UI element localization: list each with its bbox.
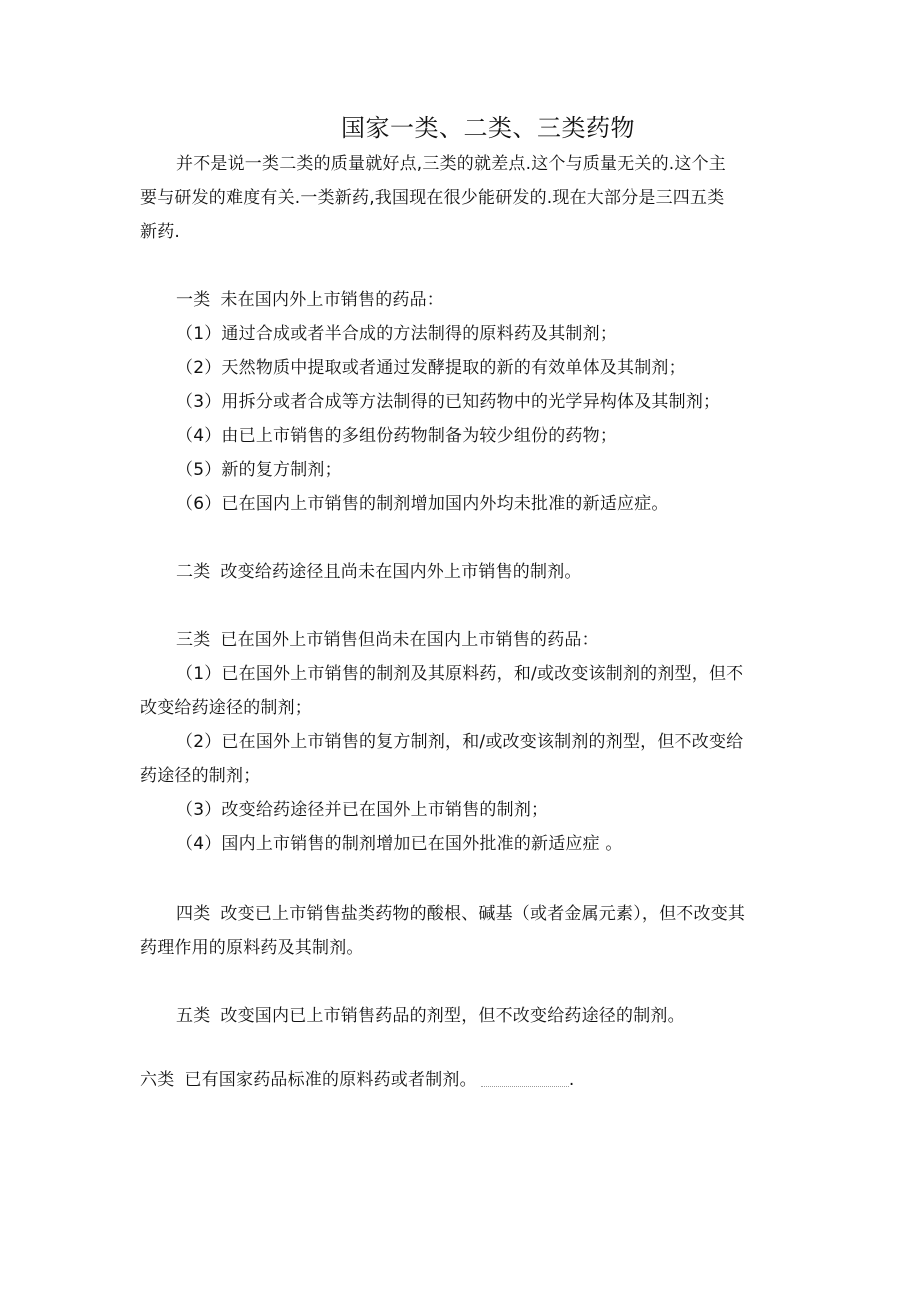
class3-item-2-line-1: （2）已在国外上市销售的复方制剂，和/或改变该制剂的剂型，但不改变给	[176, 732, 744, 752]
class3-item-1-line-2: 改变给药途径的制剂；	[140, 698, 312, 718]
page-title: 国家一类、二类、三类药物	[341, 114, 635, 142]
class1-item-1: （1）通过合成或者半合成的方法制得的原料药及其制剂；	[176, 324, 618, 344]
class3-item-3: （3）改变给药途径并已在国外上市销售的制剂；	[176, 800, 549, 820]
class2-text: 改变给药途径且尚未在国内外上市销售的制剂。	[220, 562, 582, 582]
class5-line	[176, 1000, 685, 1032]
intro-line-2: 要与研发的难度有关.一类新药,我国现在很少能研发的.现在大部分是三四五类	[140, 188, 725, 208]
class1-heading	[176, 284, 444, 316]
class6-line	[140, 1064, 574, 1096]
class1-label: 一类	[176, 290, 211, 310]
class3-item-1-line-1: （1）已在国外上市销售的制剂及其原料药，和/或改变该制剂的剂型，但不	[176, 664, 744, 684]
class1-item-5: （5）新的复方制剂；	[176, 460, 342, 480]
class4-line-1	[176, 898, 745, 930]
class4-label: 四类	[176, 904, 211, 924]
class1-item-6: （6）已在国内上市销售的制剂增加国内外均未批准的新适应症。	[176, 494, 669, 514]
class5-label: 五类	[176, 1006, 211, 1026]
class3-heading-text: 已在国外上市销售但尚未在国内上市销售的药品：	[220, 630, 599, 650]
class5-text: 改变国内已上市销售药品的剂型，但不改变给药途径的制剂。	[220, 1006, 685, 1026]
class3-item-4: （4）国内上市销售的制剂增加已在国外批准的新适应症 。	[176, 834, 623, 854]
class1-item-3: （3）用拆分或者合成等方法制得的已知药物中的光学异构体及其制剂；	[176, 392, 721, 412]
class1-item-4: （4）由已上市销售的多组份药物制备为较少组份的药物；	[176, 426, 618, 446]
class4-text-1: 改变已上市销售盐类药物的酸根、碱基（或者金属元素），但不改变其	[220, 904, 746, 924]
intro-line-3: 新药.	[140, 222, 181, 242]
class1-item-2: （2）天然物质中提取或者通过发酵提取的新的有效单体及其制剂；	[176, 358, 686, 378]
class6-label: 六类	[140, 1070, 175, 1090]
dotted-leader	[481, 1074, 569, 1087]
intro-line-1: 并不是说一类二类的质量就好点,三类的就差点.这个与质量无关的.这个主	[176, 154, 727, 174]
class4-line-2: 药理作用的原料药及其制剂。	[140, 938, 364, 958]
class2-label: 二类	[176, 562, 211, 582]
class3-heading	[176, 624, 599, 656]
class6-text: 已有国家药品标准的原料药或者制剂。	[184, 1070, 477, 1090]
class3-label: 三类	[176, 630, 211, 650]
class1-heading-text: 未在国内外上市销售的药品：	[220, 290, 445, 310]
class6-trail: .	[568, 1070, 575, 1090]
class3-item-2-line-2: 药途径的制剂；	[140, 766, 261, 786]
class2-line	[176, 556, 582, 588]
